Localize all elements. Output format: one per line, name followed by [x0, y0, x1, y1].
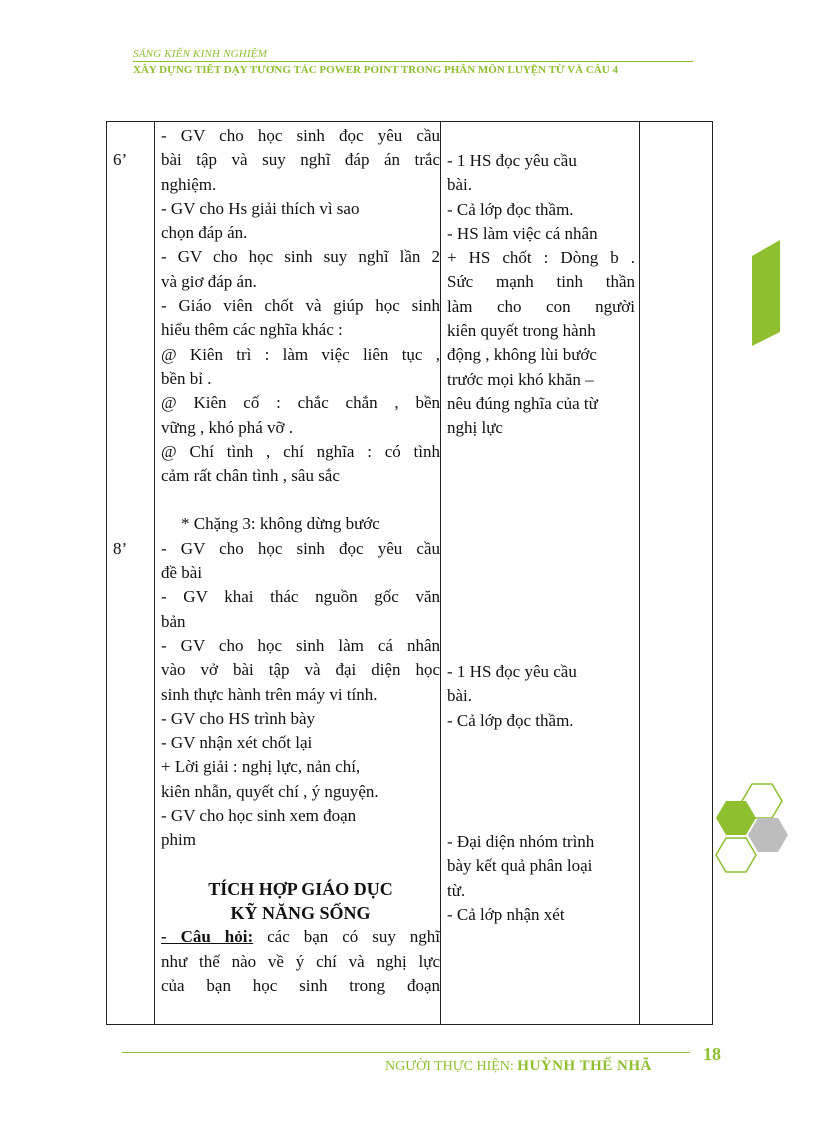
header-title: SÁNG KIẾN KINH NGHIỆM [133, 48, 268, 60]
text-line: Sức mạnh tinh thần [447, 272, 635, 292]
text-line: - GV nhận xét chốt lại [161, 733, 313, 753]
lesson-table [106, 121, 713, 1025]
text-line: vào vở bài tập và đại diện học [161, 660, 440, 680]
text-line: phim [161, 830, 196, 850]
header-subtitle: XÂY DỰNG TIẾT DẠY TƯƠNG TÁC POWER POINT TRONG PHÂN MÔN LUYỆN TỪ VÀ CÂU 4 [133, 61, 693, 77]
text-line: - GV cho HS trình bày [161, 708, 316, 728]
text-line: sinh thực hành trên máy vi tính. [161, 684, 378, 704]
question-line: - Câu hỏi: các bạn có suy nghĩ [161, 927, 440, 947]
text-line: và giơ đáp án. [161, 271, 257, 291]
text-line: - 1 HS đọc yêu cầu [447, 662, 577, 681]
student-activities-2 [447, 660, 635, 733]
text-line: - 1 HS đọc yêu cầu [447, 151, 577, 170]
text-line: động , không lùi bước [447, 345, 597, 365]
text-line: @ Kiên cố : chắc chắn , bền [161, 393, 440, 413]
footer-author [385, 1058, 652, 1075]
text-line: hiểu thêm các nghĩa khác : [161, 320, 343, 340]
student-activities-3 [447, 830, 635, 927]
hexagon-outline [716, 838, 756, 872]
text-line: trước mọi khó khăn – [447, 369, 594, 389]
text-line: bài tập và suy nghĩ đáp án trắc [161, 150, 440, 170]
text-line: bày kết quả phân loại [447, 856, 593, 876]
text-line: @ Chí tình , chí nghĩa : có tình [161, 441, 440, 461]
text-line: kiên quyết trong hành [447, 321, 596, 341]
time-cell: 6’ [113, 150, 128, 169]
text-line: nghị lực [447, 418, 503, 438]
text-line: - GV cho học sinh xem đoạn [161, 806, 357, 826]
text-line: kiên nhẫn, quyết chí , ý nguyện. [161, 781, 379, 801]
text-line: nêu đúng nghĩa của từ [447, 393, 598, 413]
decorative-shapes [714, 236, 804, 876]
text-line: - GV cho học sinh làm cá nhân [161, 635, 440, 655]
text-line: làm cho con người [447, 296, 635, 316]
text-line: như thế nào về ý chí và nghị lực [161, 951, 440, 971]
text-line: - GV khai thác nguồn gốc văn [161, 587, 440, 607]
text-line: - HS làm việc cá nhân [447, 223, 598, 243]
page-header [133, 48, 693, 77]
text-line: bài. [447, 686, 473, 706]
text-line: + Lời giải : nghị lực, nản chí, [161, 757, 361, 777]
column-divider [440, 122, 441, 1024]
text-line: của bạn học sinh trong đoạn [161, 975, 440, 995]
text-line: + HS chốt : Dòng b . [447, 248, 635, 268]
text-line: chọn đáp án. [161, 223, 248, 243]
column-divider [154, 122, 155, 1024]
stage-heading: * Chặng 3: không dừng bước [181, 514, 380, 534]
time-cell: 8’ [113, 539, 128, 558]
footer-label: NGƯỜI THỰC HIỆN: [385, 1059, 514, 1074]
text-line: - GV cho học sinh đọc yêu cầu [161, 126, 440, 145]
text-line: bản [161, 611, 186, 631]
teacher-activities [161, 122, 440, 998]
text-line: bền bỉ . [161, 368, 212, 388]
hexagon-filled [716, 801, 756, 835]
column-divider [639, 122, 640, 1024]
skills-heading: TÍCH HỢP GIÁO DỤC [208, 878, 393, 899]
page-number: 18 [703, 1044, 721, 1064]
text-line: - Cả lớp đọc thầm. [447, 710, 574, 730]
skills-heading: KỸ NĂNG SỐNG [230, 902, 371, 923]
question-label: - Câu hỏi: [161, 927, 254, 947]
text-line: - Cả lớp đọc thầm. [447, 199, 574, 219]
text-line: - GV cho học sinh đọc yêu cầu [161, 538, 440, 558]
student-activities [447, 149, 635, 441]
green-chevron-shape [752, 240, 780, 346]
text-line: đề bài [161, 563, 203, 583]
text-line: - GV cho Hs giải thích vì sao [161, 198, 360, 218]
text-line: - GV cho học sinh suy nghĩ lần 2 [161, 247, 440, 267]
text-line: vững , khó phá vỡ . [161, 417, 293, 437]
text-line: @ Kiên trì : làm việc liên tục , [161, 344, 440, 364]
footer-rule [122, 1052, 690, 1053]
text-line: cảm rất chân tình , sâu sắc [161, 466, 340, 486]
text-line: từ. [447, 880, 466, 900]
text-line: bài. [447, 175, 473, 195]
text-line: - Cả lớp nhận xét [447, 904, 565, 924]
text-line: nghiệm. [161, 174, 217, 194]
text-line: - Giáo viên chốt và giúp học sinh [161, 296, 440, 316]
text-line: - Đại diện nhóm trình [447, 832, 595, 851]
hexagon-grey [748, 818, 788, 852]
footer-name: HUỲNH THẾ NHÃ [517, 1058, 652, 1074]
